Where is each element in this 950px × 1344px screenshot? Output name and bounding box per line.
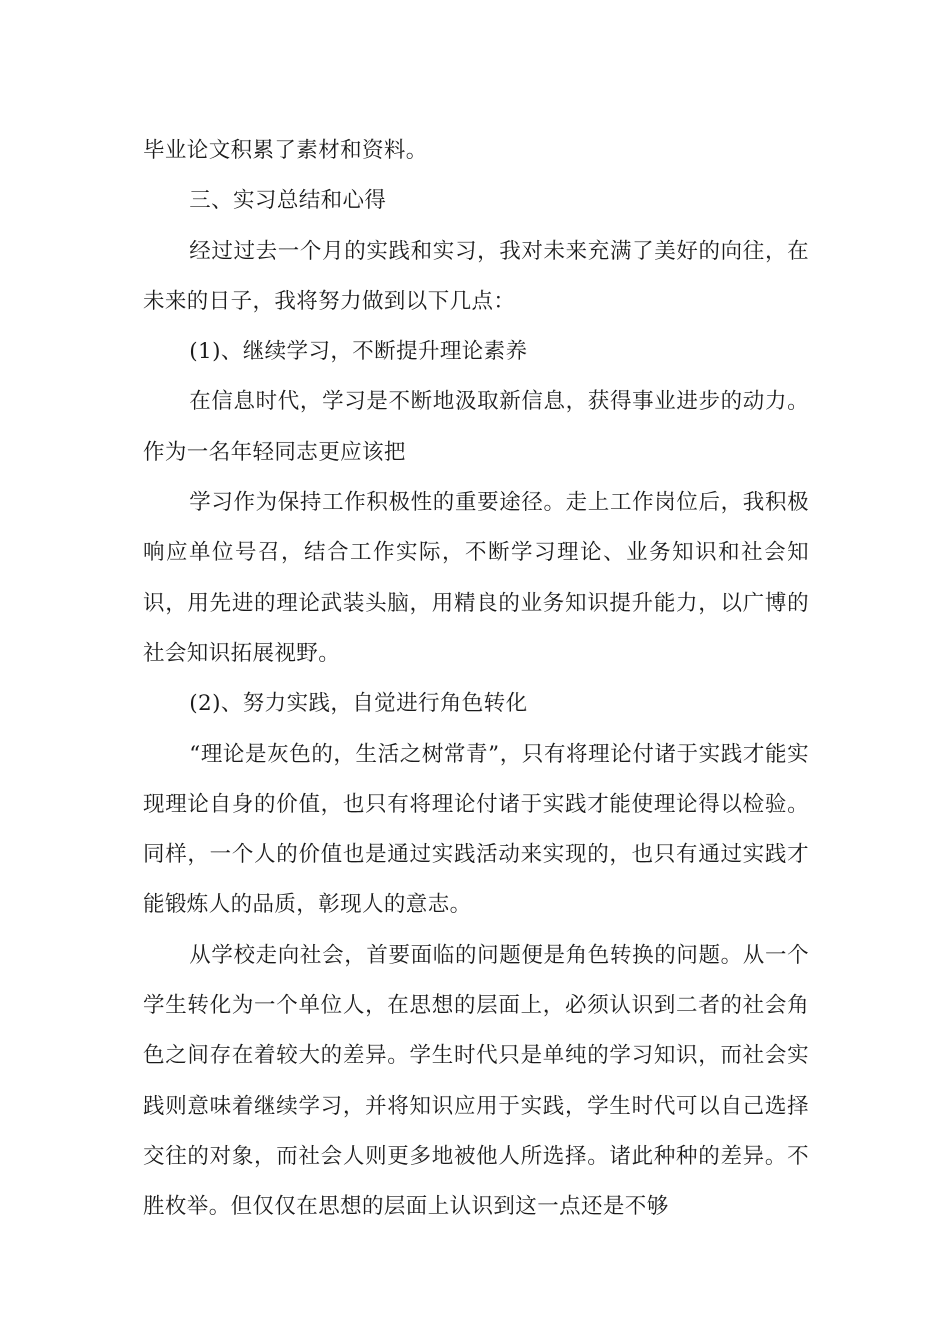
paragraph-continuation: 毕业论文积累了素材和资料。	[143, 138, 428, 163]
paragraph: 从学校走向社会，首要面临的问题便是角色转换的问题。从一个学生转化为一个单位人，在思想的层面上，必须认识到二者的社会角色之间存在着较大的差异。学生时代只是单纯的学习知识，而社会实践则意味着继续学习，并将知识应用于实践，学生时代可以自己选择交往的对象，而社会人则更多地被他人所选择。诸此种种的差异。不胜枚举。但仅仅在思想的层面上认识到这一点还是不够	[143, 942, 809, 1220]
section-heading: 三、实习总结和心得	[189, 188, 387, 214]
paragraph: 经过过去一个月的实践和实习，我对未来充满了美好的向往，在未来的日子，我将努力做到以下几点：	[143, 238, 809, 314]
document-body	[143, 126, 809, 1233]
paragraph: 学习作为保持工作积极性的重要途径。走上工作岗位后，我积极响应单位号召，结合工作实际，不断学习理论、业务知识和社会知识，用先进的理论武装头脑，用精良的业务知识提升能力，以广博的社会知识拓展视野。	[143, 490, 809, 666]
paragraph: 在信息时代，学习是不断地汲取新信息，获得事业进步的动力。作为一名年轻同志更应该把	[143, 389, 809, 465]
subsection-heading: (2)、努力实践，自觉进行角色转化	[189, 691, 528, 717]
paragraph: “理论是灰色的，生活之树常青”，只有将理论付诸于实践才能实现理论自身的价值，也只有将理论付诸于实践才能使理论得以检验。同样，一个人的价值也是通过实践活动来实现的，也只有通过实践才能锻炼人的品质，彰现人的意志。	[143, 741, 809, 918]
subsection-heading: (1)、继续学习，不断提升理论素养	[189, 339, 528, 365]
